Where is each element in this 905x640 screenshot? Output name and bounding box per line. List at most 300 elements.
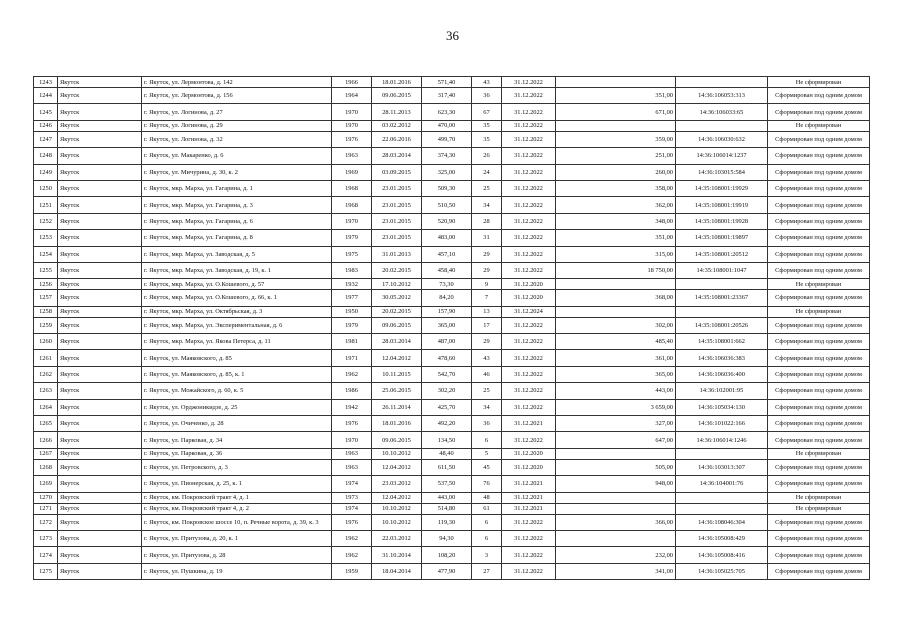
table-row (34, 290, 870, 306)
area-cell: 542,70 (422, 366, 472, 382)
build-year-cell: 1968 (332, 180, 372, 196)
table-row (34, 492, 870, 503)
address-cell: г. Якутск, км. Покровский тракт 4, д. 1 (142, 492, 332, 503)
build-year-cell: 1963 (332, 448, 372, 459)
inspection-date-cell: 09.06.2015 (372, 432, 422, 448)
residents-cell: 43 (472, 350, 502, 366)
inspection-date-cell: 10.10.2012 (372, 514, 422, 530)
land-area-cell: 3 659,00 (556, 399, 676, 415)
table-row (34, 334, 870, 350)
address-cell: г. Якутск, ул. Логинова, д. 32 (142, 131, 332, 147)
address-cell: г. Якутск, мкр. Марха, ул. Экспериментальная, д. 6 (142, 317, 332, 333)
area-cell: 134,50 (422, 432, 472, 448)
cadastral-number-cell: 14:35:108001:19897 (676, 230, 768, 246)
land-area-cell: 348,00 (556, 213, 676, 229)
land-area-cell: 366,00 (556, 514, 676, 530)
city-cell: Якутск (58, 246, 142, 262)
cadastral-number-cell: 14:36:103013:307 (676, 459, 768, 475)
status-cell: Не сформирован (768, 503, 870, 514)
area-cell: 73,30 (422, 279, 472, 290)
land-area-cell (556, 120, 676, 131)
cadastral-number-cell: 14:35:108001:20526 (676, 317, 768, 333)
area-cell: 94,30 (422, 530, 472, 546)
status-cell: Не сформирован (768, 120, 870, 131)
residents-cell: 35 (472, 120, 502, 131)
residents-cell: 43 (472, 77, 502, 88)
land-area-cell (556, 503, 676, 514)
address-cell: г. Якутск, ул. Маяковского, д. 85 (142, 350, 332, 366)
city-cell: Якутск (58, 350, 142, 366)
deadline-cell: 31.12.2022 (502, 120, 556, 131)
deadline-cell: 31.12.2021 (502, 476, 556, 492)
city-cell: Якутск (58, 306, 142, 317)
land-area-cell: 361,00 (556, 350, 676, 366)
city-cell: Якутск (58, 180, 142, 196)
deadline-cell: 31.12.2020 (502, 459, 556, 475)
build-year-cell: 1975 (332, 246, 372, 262)
address-cell: г. Якутск, ул. Притузова, д. 28 (142, 547, 332, 563)
cadastral-number-cell (676, 120, 768, 131)
address-cell: г. Якутск, мкр. Марха, ул. Гагарина, д. 8 (142, 230, 332, 246)
cadastral-number-cell: 14:36:105025:705 (676, 563, 768, 579)
inspection-date-cell: 30.05.2012 (372, 290, 422, 306)
status-cell: Сформирован под одним домом (768, 476, 870, 492)
residents-cell: 34 (472, 399, 502, 415)
cadastral-number-cell: 14:36:106036:383 (676, 350, 768, 366)
land-area-cell: 505,00 (556, 459, 676, 475)
address-cell: г. Якутск, ул. Петровского, д. 3 (142, 459, 332, 475)
row-number-cell: 1267 (34, 448, 58, 459)
residents-cell: 5 (472, 448, 502, 459)
cadastral-number-cell: 14:35:108001:19919 (676, 197, 768, 213)
area-cell: 457,10 (422, 246, 472, 262)
row-number-cell: 1269 (34, 476, 58, 492)
deadline-cell: 31.12.2022 (502, 366, 556, 382)
area-cell: 510,50 (422, 197, 472, 213)
address-cell: г. Якутск, мкр. Марха, ул. Заводская, д. 19, к. 1 (142, 262, 332, 278)
table-row (34, 131, 870, 147)
address-cell: г. Якутск, ул. Логинова, д. 27 (142, 104, 332, 120)
city-cell: Якутск (58, 476, 142, 492)
city-cell: Якутск (58, 366, 142, 382)
area-cell: 499,70 (422, 131, 472, 147)
deadline-cell: 31.12.2024 (502, 306, 556, 317)
city-cell: Якутск (58, 213, 142, 229)
housing-register-table (33, 76, 870, 580)
area-cell: 365,00 (422, 317, 472, 333)
inspection-date-cell: 10.10.2012 (372, 448, 422, 459)
deadline-cell: 31.12.2022 (502, 563, 556, 579)
inspection-date-cell: 26.11.2014 (372, 399, 422, 415)
deadline-cell: 31.12.2022 (502, 104, 556, 120)
area-cell: 108,20 (422, 547, 472, 563)
table-row (34, 432, 870, 448)
address-cell: г. Якутск, мкр. Марха, ул. Гагарина, д. 1 (142, 180, 332, 196)
inspection-date-cell: 31.01.2013 (372, 246, 422, 262)
cadastral-number-cell: 14:36:102001:95 (676, 383, 768, 399)
cadastral-number-cell: 14:36:106033:65 (676, 104, 768, 120)
land-area-cell: 647,00 (556, 432, 676, 448)
inspection-date-cell: 20.02.2015 (372, 306, 422, 317)
inspection-date-cell: 23.03.2012 (372, 476, 422, 492)
row-number-cell: 1261 (34, 350, 58, 366)
land-area-cell: 341,00 (556, 563, 676, 579)
land-area-cell: 351,00 (556, 230, 676, 246)
table-row (34, 197, 870, 213)
row-number-cell: 1274 (34, 547, 58, 563)
inspection-date-cell: 28.03.2014 (372, 334, 422, 350)
address-cell: г. Якутск, ул. Парковая, д. 36 (142, 448, 332, 459)
cadastral-number-cell (676, 503, 768, 514)
area-cell: 48,40 (422, 448, 472, 459)
deadline-cell: 31.12.2020 (502, 290, 556, 306)
land-area-cell: 485,40 (556, 334, 676, 350)
cadastral-number-cell: 14:35:108001:19928 (676, 213, 768, 229)
residents-cell: 28 (472, 213, 502, 229)
deadline-cell: 31.12.2022 (502, 164, 556, 180)
area-cell: 537,50 (422, 476, 472, 492)
row-number-cell: 1265 (34, 416, 58, 432)
area-cell: 478,60 (422, 350, 472, 366)
deadline-cell: 31.12.2022 (502, 246, 556, 262)
inspection-date-cell: 23.01.2015 (372, 197, 422, 213)
area-cell: 458,40 (422, 262, 472, 278)
table-row (34, 350, 870, 366)
table-row (34, 317, 870, 333)
land-area-cell: 260,00 (556, 164, 676, 180)
address-cell: г. Якутск, мкр. Марха, ул. Октябрьская, д. 3 (142, 306, 332, 317)
table-row (34, 104, 870, 120)
table-row (34, 77, 870, 88)
area-cell: 509,30 (422, 180, 472, 196)
city-cell: Якутск (58, 279, 142, 290)
residents-cell: 45 (472, 459, 502, 475)
city-cell: Якутск (58, 262, 142, 278)
address-cell: г. Якутск, мкр. Марха, ул. Гагарина, д. 3 (142, 197, 332, 213)
city-cell: Якутск (58, 164, 142, 180)
build-year-cell: 1963 (332, 148, 372, 164)
build-year-cell: 1964 (332, 88, 372, 104)
land-area-cell (556, 77, 676, 88)
address-cell: г. Якутск, ул. Маяковского, д. 85, к. 1 (142, 366, 332, 382)
status-cell: Сформирован под одним домом (768, 334, 870, 350)
address-cell: г. Якутск, ул. Лермонтова, д. 156 (142, 88, 332, 104)
area-cell: 571,40 (422, 77, 472, 88)
address-cell: г. Якутск, ул. Орджоникидзе, д. 25 (142, 399, 332, 415)
land-area-cell: 18 750,00 (556, 262, 676, 278)
status-cell: Сформирован под одним домом (768, 213, 870, 229)
land-area-cell: 327,00 (556, 416, 676, 432)
city-cell: Якутск (58, 148, 142, 164)
area-cell: 443,00 (422, 492, 472, 503)
build-year-cell: 1963 (332, 459, 372, 475)
deadline-cell: 31.12.2022 (502, 530, 556, 546)
inspection-date-cell: 12.04.2012 (372, 350, 422, 366)
row-number-cell: 1272 (34, 514, 58, 530)
cadastral-number-cell (676, 306, 768, 317)
row-number-cell: 1250 (34, 180, 58, 196)
inspection-date-cell: 25.06.2015 (372, 383, 422, 399)
address-cell: г. Якутск, мкр. Марха, ул. Гагарина, д. 6 (142, 213, 332, 229)
residents-cell: 67 (472, 104, 502, 120)
cadastral-number-cell: 14:36:106053:313 (676, 88, 768, 104)
deadline-cell: 31.12.2021 (502, 492, 556, 503)
inspection-date-cell: 10.11.2015 (372, 366, 422, 382)
inspection-date-cell: 09.06.2015 (372, 317, 422, 333)
row-number-cell: 1243 (34, 77, 58, 88)
build-year-cell: 1962 (332, 530, 372, 546)
table-row (34, 213, 870, 229)
table-row (34, 459, 870, 475)
status-cell: Не сформирован (768, 279, 870, 290)
address-cell: г. Якутск, мкр. Марха, ул. Заводская, д. 5 (142, 246, 332, 262)
table-row (34, 399, 870, 415)
status-cell: Не сформирован (768, 77, 870, 88)
build-year-cell: 1970 (332, 213, 372, 229)
table-row (34, 530, 870, 546)
inspection-date-cell: 18.01.2016 (372, 77, 422, 88)
inspection-date-cell: 12.04.2012 (372, 459, 422, 475)
address-cell: г. Якутск, мкр. Марха, ул. Якова Петерса, д. 11 (142, 334, 332, 350)
status-cell: Сформирован под одним домом (768, 197, 870, 213)
residents-cell: 35 (472, 131, 502, 147)
address-cell: г. Якутск, мкр. Марха, ул. О.Кошевого, д. 57 (142, 279, 332, 290)
inspection-date-cell: 03.02.2012 (372, 120, 422, 131)
row-number-cell: 1247 (34, 131, 58, 147)
deadline-cell: 31.12.2022 (502, 148, 556, 164)
table-row (34, 246, 870, 262)
row-number-cell: 1255 (34, 262, 58, 278)
build-year-cell: 1970 (332, 104, 372, 120)
address-cell: г. Якутск, мкр. Марха, ул. О.Кошевого, д. 66, к. 1 (142, 290, 332, 306)
cadastral-number-cell (676, 279, 768, 290)
cadastral-number-cell: 14:35:108001:1047 (676, 262, 768, 278)
deadline-cell: 31.12.2021 (502, 503, 556, 514)
build-year-cell: 1986 (332, 383, 372, 399)
status-cell: Сформирован под одним домом (768, 416, 870, 432)
area-cell: 157,90 (422, 306, 472, 317)
city-cell: Якутск (58, 120, 142, 131)
land-area-cell: 365,00 (556, 366, 676, 382)
table-row (34, 88, 870, 104)
row-number-cell: 1253 (34, 230, 58, 246)
build-year-cell: 1959 (332, 563, 372, 579)
build-year-cell: 1942 (332, 399, 372, 415)
inspection-date-cell: 28.03.2014 (372, 148, 422, 164)
area-cell: 483,00 (422, 230, 472, 246)
inspection-date-cell: 28.11.2013 (372, 104, 422, 120)
inspection-date-cell: 10.10.2012 (372, 503, 422, 514)
status-cell: Сформирован под одним домом (768, 399, 870, 415)
land-area-cell: 443,00 (556, 383, 676, 399)
cadastral-number-cell (676, 492, 768, 503)
residents-cell: 29 (472, 262, 502, 278)
deadline-cell: 31.12.2022 (502, 77, 556, 88)
status-cell: Сформирован под одним домом (768, 432, 870, 448)
deadline-cell: 31.12.2022 (502, 197, 556, 213)
row-number-cell: 1264 (34, 399, 58, 415)
inspection-date-cell: 09.06.2015 (372, 88, 422, 104)
residents-cell: 17 (472, 317, 502, 333)
deadline-cell: 31.12.2022 (502, 262, 556, 278)
cadastral-number-cell: 14:36:106036:400 (676, 366, 768, 382)
table-row (34, 563, 870, 579)
area-cell: 487,00 (422, 334, 472, 350)
row-number-cell: 1257 (34, 290, 58, 306)
row-number-cell: 1260 (34, 334, 58, 350)
area-cell: 119,30 (422, 514, 472, 530)
cadastral-number-cell: 14:35:108001:19929 (676, 180, 768, 196)
cadastral-number-cell: 14:36:106030:632 (676, 131, 768, 147)
city-cell: Якутск (58, 104, 142, 120)
city-cell: Якутск (58, 197, 142, 213)
residents-cell: 26 (472, 148, 502, 164)
table-row (34, 230, 870, 246)
status-cell: Сформирован под одним домом (768, 366, 870, 382)
row-number-cell: 1246 (34, 120, 58, 131)
table-row (34, 279, 870, 290)
table-row (34, 416, 870, 432)
inspection-date-cell: 31.10.2014 (372, 547, 422, 563)
build-year-cell: 1932 (332, 279, 372, 290)
address-cell: г. Якутск, км. Покровский тракт 4, д. 2 (142, 503, 332, 514)
row-number-cell: 1252 (34, 213, 58, 229)
city-cell: Якутск (58, 334, 142, 350)
land-area-cell (556, 492, 676, 503)
area-cell: 317,40 (422, 88, 472, 104)
build-year-cell: 1971 (332, 350, 372, 366)
inspection-date-cell: 20.02.2015 (372, 262, 422, 278)
land-area-cell: 232,00 (556, 547, 676, 563)
land-area-cell: 315,00 (556, 246, 676, 262)
land-area-cell (556, 306, 676, 317)
row-number-cell: 1254 (34, 246, 58, 262)
inspection-date-cell: 22.03.2012 (372, 530, 422, 546)
cadastral-number-cell: 14:36:105008:416 (676, 547, 768, 563)
cadastral-number-cell: 14:36:108046:304 (676, 514, 768, 530)
residents-cell: 76 (472, 476, 502, 492)
cadastral-number-cell: 14:35:108001:662 (676, 334, 768, 350)
status-cell: Сформирован под одним домом (768, 148, 870, 164)
build-year-cell: 1974 (332, 476, 372, 492)
cadastral-number-cell: 14:36:105008:429 (676, 530, 768, 546)
land-area-cell: 358,00 (556, 180, 676, 196)
table-row (34, 180, 870, 196)
row-number-cell: 1245 (34, 104, 58, 120)
deadline-cell: 31.12.2020 (502, 279, 556, 290)
status-cell: Сформирован под одним домом (768, 514, 870, 530)
deadline-cell: 31.12.2022 (502, 432, 556, 448)
row-number-cell: 1259 (34, 317, 58, 333)
city-cell: Якутск (58, 547, 142, 563)
status-cell: Сформирован под одним домом (768, 563, 870, 579)
land-area-cell: 359,00 (556, 131, 676, 147)
residents-cell: 27 (472, 563, 502, 579)
row-number-cell: 1270 (34, 492, 58, 503)
residents-cell: 46 (472, 366, 502, 382)
status-cell: Сформирован под одним домом (768, 290, 870, 306)
build-year-cell: 1976 (332, 416, 372, 432)
deadline-cell: 31.12.2022 (502, 180, 556, 196)
deadline-cell: 31.12.2022 (502, 88, 556, 104)
build-year-cell: 1966 (332, 77, 372, 88)
residents-cell: 7 (472, 290, 502, 306)
status-cell: Не сформирован (768, 492, 870, 503)
build-year-cell: 1970 (332, 432, 372, 448)
build-year-cell: 1974 (332, 503, 372, 514)
residents-cell: 25 (472, 180, 502, 196)
address-cell: г. Якутск, ул. Очиченко, д. 28 (142, 416, 332, 432)
build-year-cell: 1979 (332, 317, 372, 333)
area-cell: 470,00 (422, 120, 472, 131)
table-row (34, 148, 870, 164)
inspection-date-cell: 03.09.2015 (372, 164, 422, 180)
build-year-cell: 1979 (332, 230, 372, 246)
row-number-cell: 1263 (34, 383, 58, 399)
row-number-cell: 1248 (34, 148, 58, 164)
residents-cell: 13 (472, 306, 502, 317)
city-cell: Якутск (58, 77, 142, 88)
deadline-cell: 31.12.2022 (502, 131, 556, 147)
city-cell: Якутск (58, 492, 142, 503)
residents-cell: 36 (472, 88, 502, 104)
row-number-cell: 1249 (34, 164, 58, 180)
land-area-cell: 671,00 (556, 104, 676, 120)
row-number-cell: 1273 (34, 530, 58, 546)
build-year-cell: 1983 (332, 262, 372, 278)
table-row (34, 476, 870, 492)
residents-cell: 9 (472, 279, 502, 290)
residents-cell: 61 (472, 503, 502, 514)
land-area-cell: 948,00 (556, 476, 676, 492)
area-cell: 325,00 (422, 164, 472, 180)
residents-cell: 29 (472, 246, 502, 262)
address-cell: г. Якутск, ул. Мичурина, д. 30, к. 2 (142, 164, 332, 180)
build-year-cell: 1976 (332, 131, 372, 147)
deadline-cell: 31.12.2022 (502, 383, 556, 399)
land-area-cell: 362,00 (556, 197, 676, 213)
inspection-date-cell: 22.06.2016 (372, 131, 422, 147)
city-cell: Якутск (58, 230, 142, 246)
area-cell: 611,50 (422, 459, 472, 475)
city-cell: Якутск (58, 530, 142, 546)
row-number-cell: 1271 (34, 503, 58, 514)
area-cell: 477,90 (422, 563, 472, 579)
cadastral-number-cell: 14:36:103015:584 (676, 164, 768, 180)
deadline-cell: 31.12.2022 (502, 350, 556, 366)
land-area-cell (556, 279, 676, 290)
table-row (34, 383, 870, 399)
build-year-cell: 1981 (332, 334, 372, 350)
build-year-cell: 1977 (332, 290, 372, 306)
address-cell: г. Якутск, км. Покровское шоссе 10, п. Речные ворота, д. 39, к. 3 (142, 514, 332, 530)
status-cell: Сформирован под одним домом (768, 262, 870, 278)
status-cell: Сформирован под одним домом (768, 180, 870, 196)
deadline-cell: 31.12.2022 (502, 334, 556, 350)
status-cell: Сформирован под одним домом (768, 530, 870, 546)
build-year-cell: 1950 (332, 306, 372, 317)
row-number-cell: 1268 (34, 459, 58, 475)
city-cell: Якутск (58, 514, 142, 530)
land-area-cell: 368,00 (556, 290, 676, 306)
build-year-cell: 1976 (332, 514, 372, 530)
status-cell: Сформирован под одним домом (768, 164, 870, 180)
row-number-cell: 1256 (34, 279, 58, 290)
city-cell: Якутск (58, 563, 142, 579)
table-row (34, 514, 870, 530)
land-area-cell (556, 448, 676, 459)
cadastral-number-cell: 14:36:104001:76 (676, 476, 768, 492)
